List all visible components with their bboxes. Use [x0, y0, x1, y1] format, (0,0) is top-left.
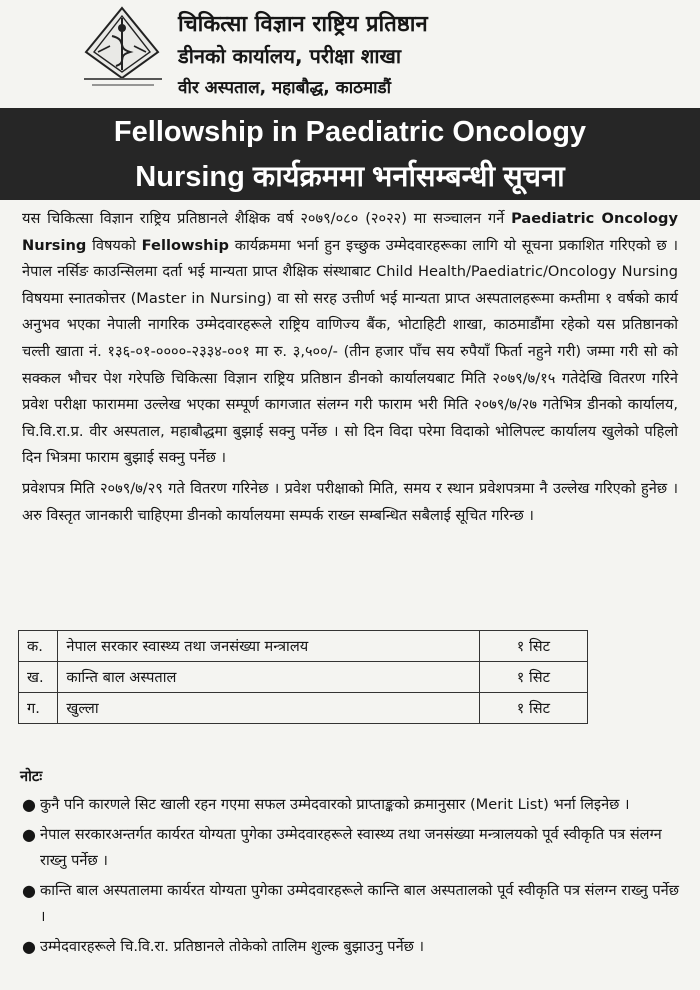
header [0, 0, 700, 110]
banner-line-1: Fellowship in Paediatric Oncology [113, 116, 587, 148]
note-text: उम्मेदवारहरूले चि.वि.रा. प्रतिष्ठानले तोकेको तालिम शुल्क बुझाउनु पर्नेछ । [40, 938, 425, 955]
banner-line-2 [0, 156, 700, 195]
p1-text-c: विषयको [86, 236, 142, 254]
seat-name: खुल्ला [58, 693, 479, 724]
notes-list [20, 792, 680, 964]
list-item [20, 792, 680, 818]
p1-text-a: यस चिकित्सा विज्ञान राष्ट्रिय प्रतिष्ठानले शैक्षिक वर्ष २०७९/०८० (२०२२) मा सञ्चालन गर्ने [22, 210, 512, 227]
bullet-icon: ● [22, 937, 36, 956]
address-line: वीर अस्पताल, महाबौद्ध, काठमाडौं [178, 78, 392, 98]
seat-name: नेपाल सरकार स्वास्थ्य तथा जनसंख्या मन्त्रालय [58, 631, 479, 662]
institute-title: चिकित्सा विज्ञान राष्ट्रिय प्रतिष्ठान [178, 12, 428, 37]
table-row [19, 693, 588, 724]
p1-fellowship: Fellowship [141, 236, 229, 254]
list-item [20, 934, 680, 960]
note-text: नेपाल सरकारअन्तर्गत कार्यरत योग्यता पुगेका उम्मेदवारहरूले स्वास्थ्य तथा जनसंख्या मन्त्रालयको पूर्व स्वीकृति पत्र संलग्न राख्नु पर्नेछ । [40, 826, 662, 869]
p1-text-e: कार्यक्रममा भर्ना हुन इच्छुक उम्मेदवारहरूका लागि यो सूचना प्रकाशित गरिएको छ । नेपाल नर्सिङ काउन्सिलमा दर्ता भई मान्यता प्राप्त शैक्षिक संस्थाबाट Child Health/Paediatric/Oncology Nursing विषयमा स्नातकोत्तर (Master in Nursing) वा सो सरह उत्तीर्ण भई मान्यता प्राप्त अस्पतालहरूमा कम्तीमा १ वर्षको कार्य अनुभव भएका नेपाली नागरिक उम्मेदवारहरूले राष्ट्रिय वाणिज्य बैंक, भोटाहिटी शाखा, काठमाडौंमा रहेको यस प्रतिष्ठानको चल्ती खाता नं. १३६-०१-००००-२३३४-००१ मा रु. ३,५००/- (तीन हजार पाँच सय रुपैयाँ फिर्ता नहुने गरी) जम्मा गरी सो को सक्कल भौचर पेश गरेपछि चिकित्सा विज्ञान राष्ट्रिय प्रतिष्ठान डीनको कार्यालयबाट मिति २०७९/७/१५ गतेदेखि वितरण गरिने प्रवेश परीक्षा फाराममा उल्लेख भएका सम्पूर्ण कागजात संलग्न गरी फाराम भरी मिति २०७९/७/२७ गतेभित्र डीनको कार्यालय, चि.वि.रा.प्र. वीर अस्पताल, महाबौद्धमा बुझाई सक्नु पर्नेछ । सो दिन विदा परेमा विदाको भोलिपल्ट कार्यालय खुलेको पहिलो दिन भित्रमा फाराम बुझाई सक्नु पर्नेछ । [22, 236, 678, 467]
banner-line-2-en: Nursing [135, 161, 245, 193]
banner-line-2-ne: कार्यक्रममा भर्नासम्बन्धी सूचना [252, 161, 565, 193]
bullet-icon: ● [22, 881, 36, 900]
office-subtitle: डीनको कार्यालय, परीक्षा शाखा [178, 44, 402, 68]
seat-count: १ सिट [479, 662, 587, 693]
list-item [20, 822, 680, 874]
notes-title: नोटः [20, 768, 43, 785]
paragraph-1 [22, 206, 678, 472]
seat-key: ग. [19, 693, 58, 724]
emblem-caption-icon [78, 74, 168, 90]
bullet-icon: ● [22, 795, 36, 814]
seat-count: १ सिट [479, 631, 587, 662]
seat-name: कान्ति बाल अस्पताल [58, 662, 479, 693]
seat-count: १ सिट [479, 693, 587, 724]
seat-table [18, 630, 588, 724]
seat-key: क. [19, 631, 58, 662]
bullet-icon: ● [22, 825, 36, 844]
table-row [19, 631, 588, 662]
paragraph-2: प्रवेशपत्र मिति २०७९/७/२९ गते वितरण गरिनेछ । प्रवेश परीक्षाको मिति, समय र स्थान प्रवेशपत्रमा नै उल्लेख गरिएको हुनेछ । अरु विस्तृत जानकारी चाहिएमा डीनको कार्यालयमा सम्पर्क राख्न सम्बन्धित सबैलाई सूचित गरिन्छ । [22, 479, 678, 524]
seat-key: ख. [19, 662, 58, 693]
p1-program-name: Paediatric Oncology Nursing [22, 210, 678, 254]
note-text: कान्ति बाल अस्पतालमा कार्यरत योग्यता पुगेका उम्मेदवारहरूले कान्ति बाल अस्पतालको पूर्व स्वीकृति पत्र संलग्न राख्नु पर्नेछ । [40, 882, 679, 925]
table-row [19, 662, 588, 693]
notice-banner [0, 108, 700, 200]
note-text: कुनै पनि कारणले सिट खाली रहन गएमा सफल उम्मेदवारको प्राप्ताङ्कको क्रमानुसार (Merit List) भर्ना लिइनेछ । [40, 796, 630, 813]
notice-body [22, 206, 678, 529]
list-item [20, 878, 680, 930]
